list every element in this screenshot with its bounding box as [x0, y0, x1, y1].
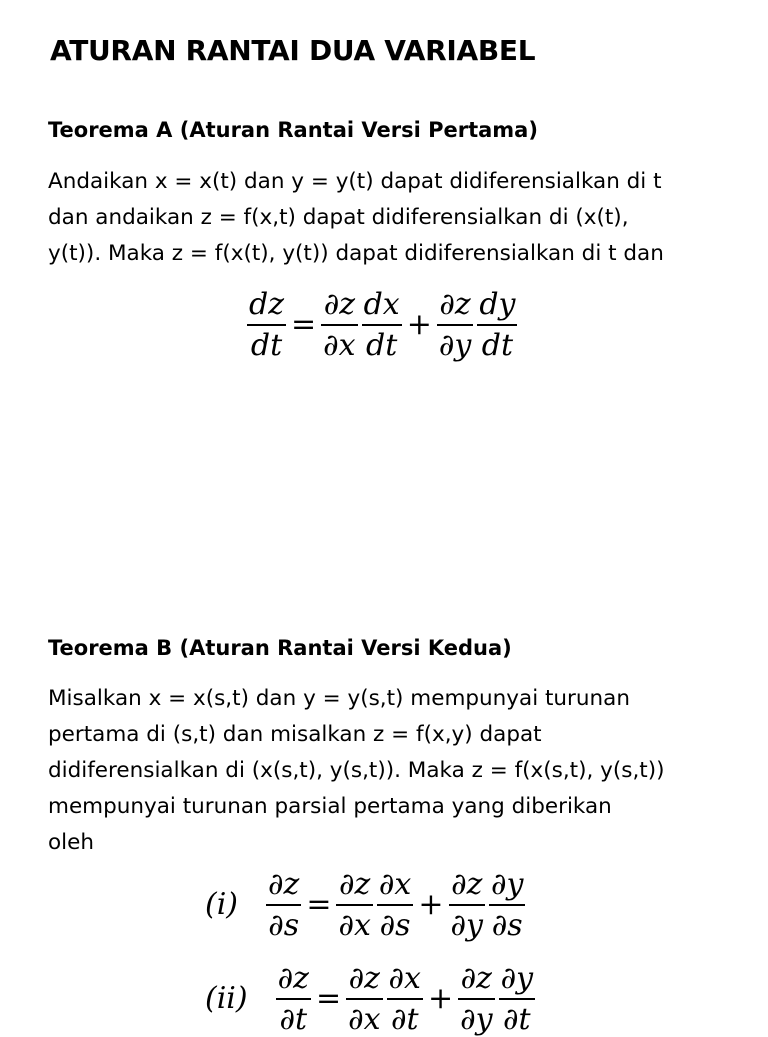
theorem-a-text: [48, 164, 748, 272]
theorem-a-line: Andaikan x = x(t) dan y = y(t) dapat didiferensialkan di t: [48, 169, 662, 194]
plus-sign: +: [427, 981, 454, 1017]
fraction: $\frac{\partial x}{\partial t}$: [388, 961, 421, 1037]
fraction: $\frac{\partial z}{\partial y}$: [438, 287, 472, 363]
theorem-a-line: y(t)). Maka z = f(x(t), y(t)) dapat didiferensialkan di t dan: [48, 241, 664, 266]
theorem-b-line: mempunyai turunan parsial pertama yang diberikan: [48, 794, 612, 819]
fraction: $\frac{dx}{dt}$: [363, 287, 400, 363]
fraction: $\frac{dz}{dt}$: [249, 287, 285, 363]
fraction: $\frac{\partial y}{\partial t}$: [500, 961, 534, 1037]
equals-sign: =: [306, 887, 332, 923]
fraction: $\frac{\partial z}{\partial x}$: [323, 287, 356, 363]
fraction: $\frac{\partial z}{\partial y}$: [460, 961, 493, 1037]
theorem-b-formula-ii: [205, 962, 537, 1036]
formula-label: (ii): [205, 981, 248, 1017]
theorem-a-formula: [245, 288, 519, 362]
theorem-b-text: [48, 681, 748, 861]
theorem-b-line: didiferensialkan di (x(s,t), y(s,t)). Maka z = f(x(s,t), y(s,t)): [48, 758, 665, 783]
fraction: $\frac{\partial z}{\partial t}$: [277, 961, 309, 1037]
equals-sign: =: [291, 307, 317, 343]
theorem-a-heading: Teorema A (Aturan Rantai Versi Pertama): [48, 118, 538, 142]
fraction: $\frac{\partial x}{\partial s}$: [378, 867, 412, 943]
plus-sign: +: [418, 887, 444, 923]
theorem-b-line: Misalkan x = x(s,t) dan y = y(s,t) mempunyai turunan: [48, 686, 630, 711]
theorem-a-line: dan andaikan z = f(x,t) dapat didiferensialkan di (x(t),: [48, 205, 629, 230]
theorem-b-heading: Teorema B (Aturan Rantai Versi Kedua): [48, 636, 512, 660]
theorem-b-line: pertama di (s,t) dan misalkan z = f(x,y) dapat: [48, 722, 542, 747]
fraction: $\frac{dy}{dt}$: [479, 287, 516, 363]
fraction: $\frac{\partial z}{\partial x}$: [348, 961, 381, 1037]
equals-sign: =: [315, 981, 342, 1017]
page-title: ATURAN RANTAI DUA VARIABEL: [50, 34, 536, 67]
fraction: $\frac{\partial z}{\partial x}$: [338, 867, 371, 943]
fraction: $\frac{\partial y}{\partial s}$: [490, 867, 524, 943]
fraction: $\frac{\partial z}{\partial y}$: [450, 867, 483, 943]
formula-label: (i): [205, 887, 239, 923]
plus-sign: +: [406, 307, 432, 343]
theorem-b-formula-i: [205, 868, 527, 942]
fraction: $\frac{\partial z}{\partial s}$: [268, 867, 300, 943]
theorem-b-line: oleh: [48, 830, 94, 855]
